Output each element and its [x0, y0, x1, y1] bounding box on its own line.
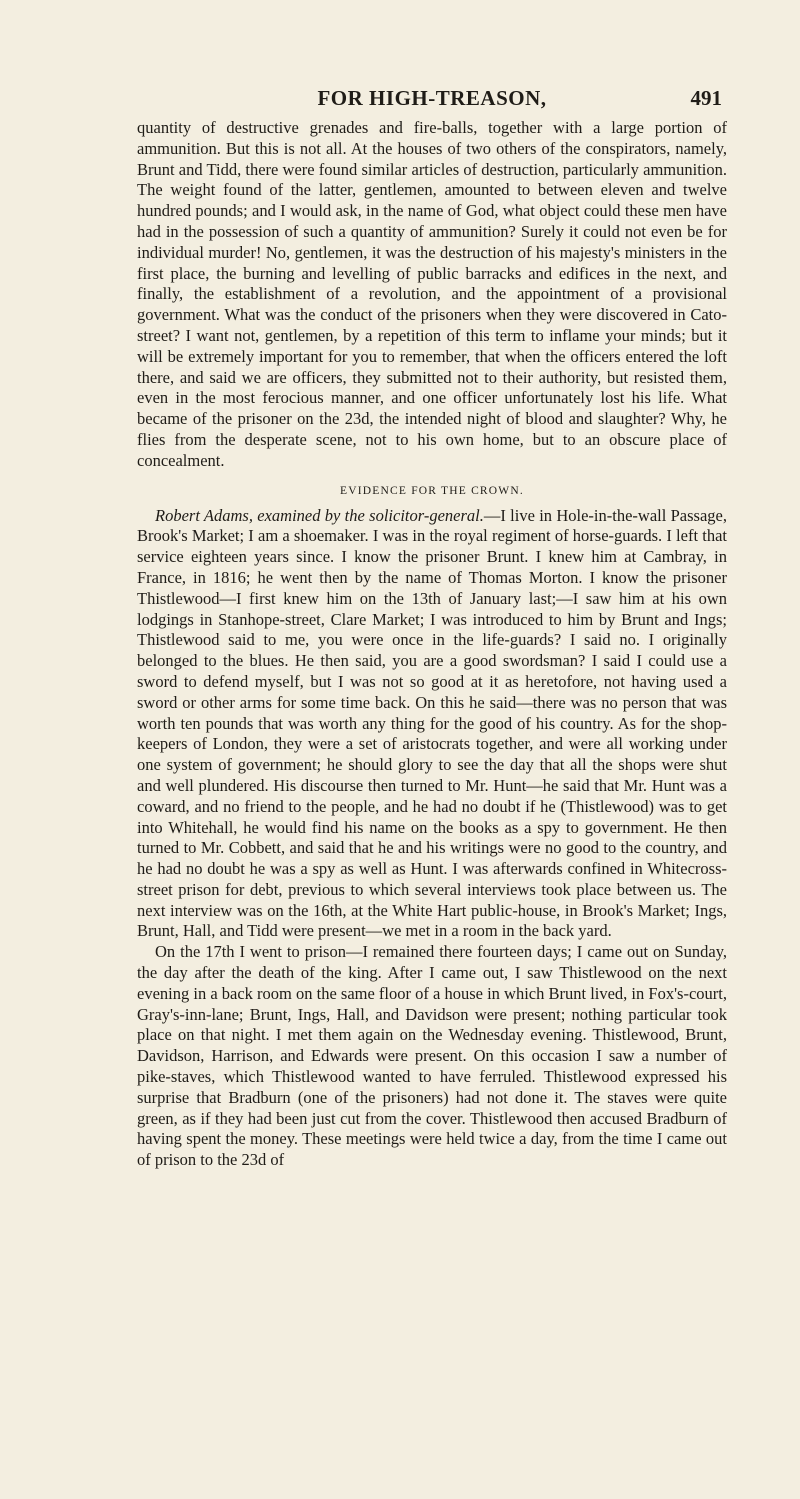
paragraph-argument: quantity of destructive grenades and fire-balls, together with a large portion of ammunition. But this is not all. At the houses of two others of the conspirators, namely, Brunt and Tidd, there were found similar articles of destruction, particularly ammunition. The weight found of the latter, gentlemen, amounted to between eleven and twelve hundred pounds; and I would ask, in the name of God, what object could these men have had in the possession of such a quantity of ammunition? Surely it could not even be for individual murder! No, gentlemen, it was the destruction of his majesty's ministers in the first place, the burning and levelling of public barracks and edifices in the next, and finally, the establishment of a revolution, and the appointment of a provisional government. What was the conduct of the prisoners when they were discovered in Cato-street? I want not, gentlemen, by a repetition of this term to inflame your minds; but it will be extremely important for you to remember, that when the officers entered the loft there, and said we are officers, they submitted not to their authority, but resisted them, even in the most ferocious manner, and one officer unfortunately lost his life. What became of the prisoner on the 23d, the intended night of blood and slaughter? Why, he flies from the desperate scene, not to his own home, but to an obscure place of concealment. — [137, 118, 727, 470]
paragraph-testimony-continued: On the 17th I went to prison—I remained there fourteen days; I came out on Sunday, the day after the death of the king. After I came out, I saw Thistlewood on the next evening in a back room on the same floor of a house in which Brunt lived, in Fox's-court, Gray's-inn-lane; Brunt, Ings, Hall, and Davidson were present; nothing particular took place on that night. I met them again on the Wednesday evening. Thistlewood, Brunt, Davidson, Harrison, and Edwards were present. On this occasion I saw a number of pike-staves, which Thistlewood wanted to have ferruled. Thistlewood expressed his surprise that Bradburn (one of the prisoners) had not done it. The staves were quite green, as if they had been just cut from the cover. Thistlewood then accused Bradburn of having spent the money. These meetings were held twice a day, from the time I came out of prison to the 23d of — [137, 942, 727, 1170]
witness-intro: Robert Adams, examined by the solicitor-general. — [155, 505, 484, 525]
section-heading: EVIDENCE FOR THE CROWN. — [340, 484, 524, 497]
testimony-text: —I live in Hole-in-the-wall Passage, Brook's Market; I am a shoemaker. I was in the royal regiment of horse-guards. I left that service eighteen years since. I know the prisoner Brunt. I knew him at Cambray, in France, in 1816; he went then by the name of Thomas Morton. I know the prisoner Thistlewood—I first knew him on the 13th of January last;—I saw him at his own lodgings in Stanhope-street, Clare Market; I was introduced to him by Brunt and Ings; Thistlewood said to me, you were once in the life-guards? I said no. I originally belonged to the blues. He then said, you are a good swordsman? I said I could use a sword to defend myself, but I was not so good at it as heretofore, not having used a sword or other arms for some time back. On this he said—there was no person that was worth ten pounds that was worth any thing for the good of his country. As for the shop-keepers of London, they were a set of aristocrats together, and were all working under one system of government; he should glory to see the day that all the shops were shut and well plundered. His discourse then turned to Mr. Hunt—he said that Mr. Hunt was a coward, and no friend to the people, and he had no doubt if he (Thistlewood) was to get into Whitehall, he would find his name on the books as a spy to government. He then turned to Mr. Cobbett, and said that he and his writings were no good to the country, and he had no doubt he was a spy as well as Hunt. I was afterwards confined in Whitecross-street prison for debt, previous to which several interviews took place between us. The next interview was on the 16th, at the White Hart public-house, in Brook's Market; Ings, Brunt, Hall, and Tidd were present—we met in a room in the back yard. — [137, 505, 727, 941]
running-header — [142, 86, 722, 112]
page-number: 491 — [690, 86, 722, 110]
running-title: FOR HIGH-TREASON, — [317, 86, 547, 110]
page-body — [137, 118, 727, 1171]
paragraph-testimony — [137, 506, 727, 943]
